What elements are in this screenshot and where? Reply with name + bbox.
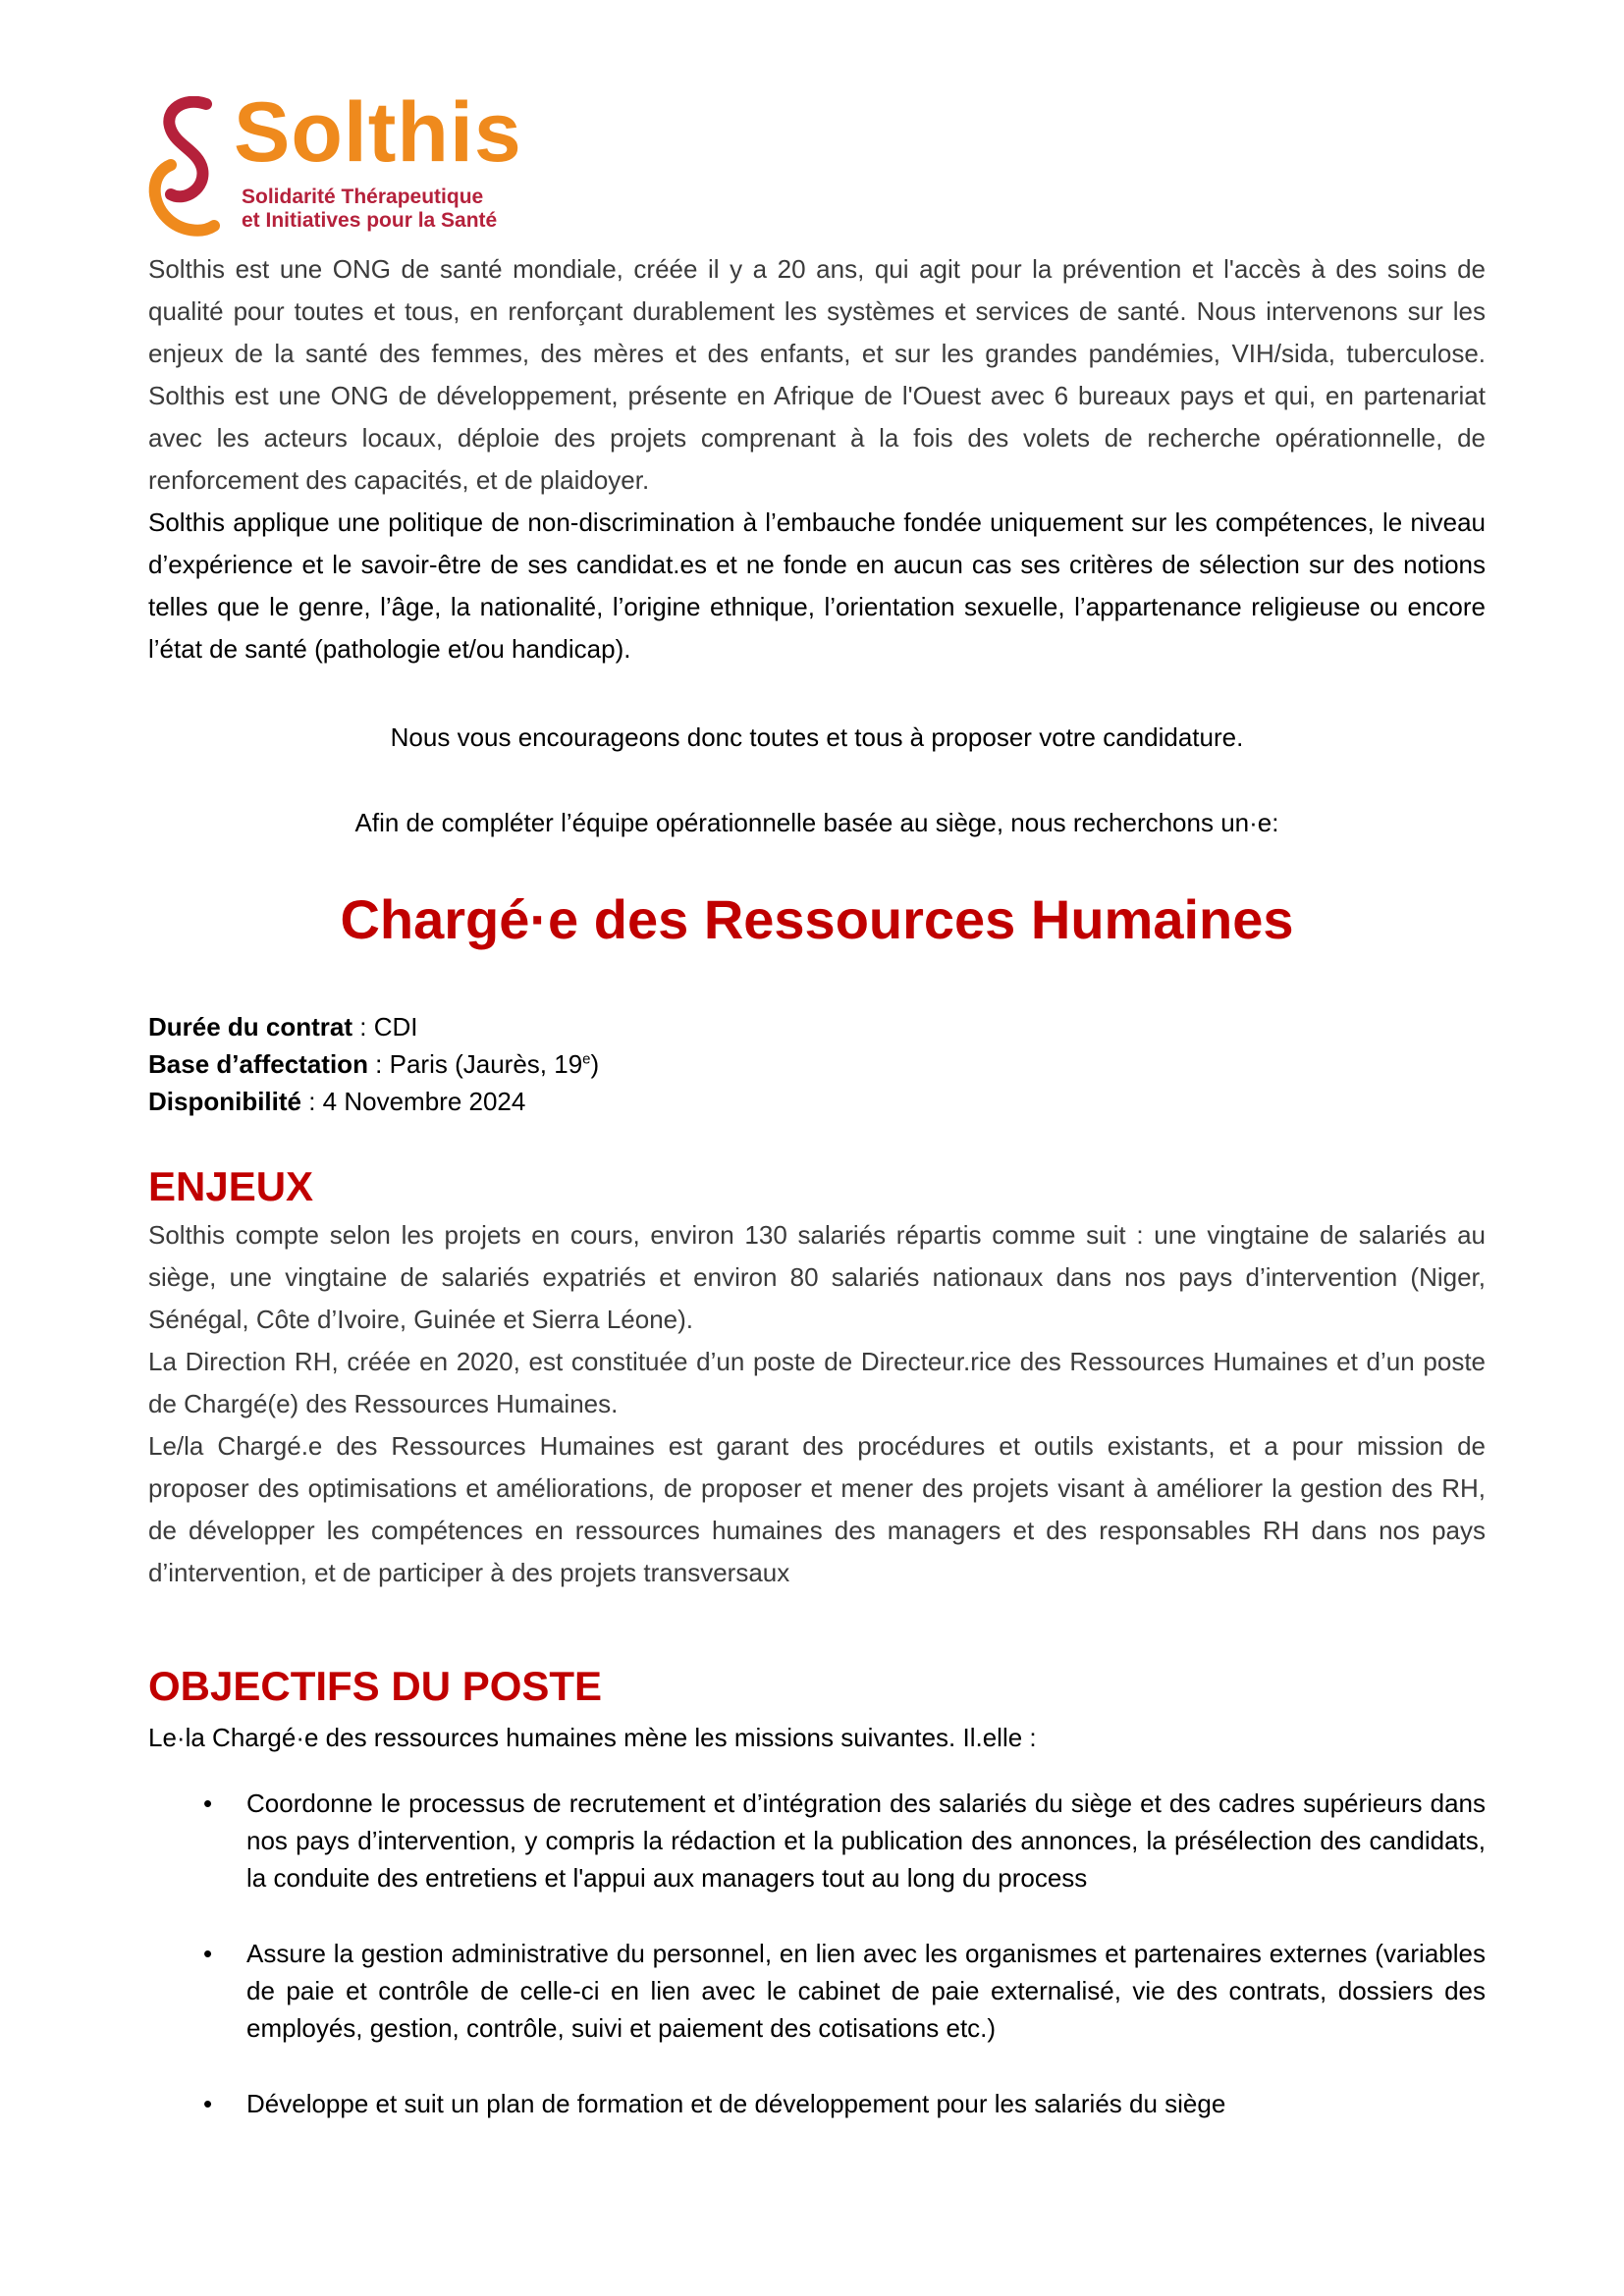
enjeux-heading: ENJEUX: [148, 1163, 314, 1209]
lead-line: Afin de compléter l’équipe opérationnelle basée au siège, nous recherchons un·e:: [354, 808, 1279, 837]
meta-base-label: Base d’affectation: [148, 1049, 368, 1079]
meta-availability: [148, 1083, 599, 1120]
job-meta: [148, 1008, 599, 1120]
objectifs-intro: Le·la Chargé·e des ressources humaines mène les missions suivantes. Il.elle :: [148, 1723, 1037, 1752]
list-item-text: Assure la gestion administrative du personnel, en lien avec les organismes et partenaires externes (variables de paie et contrôle de celle-ci en lien avec le cabinet de paie externalisé, vie des contrats, dossiers des employés, gestion, contrôle, suivi et paiement des cotisations etc.): [246, 1939, 1486, 2043]
list-item-text: Développe et suit un plan de formation et de développement pour les salariés du siège: [246, 2089, 1226, 2118]
meta-contract-label: Durée du contrat: [148, 1012, 353, 1041]
list-item: [148, 1785, 1486, 1896]
solthis-logo: [145, 85, 558, 243]
objectifs-heading: OBJECTIFS DU POSTE: [148, 1663, 603, 1709]
meta-base-sup: e: [582, 1050, 591, 1068]
logo-tagline-2: et Initiatives pour la Santé: [242, 209, 498, 232]
intro-paragraph-2: Solthis applique une politique de non-discrimination à l’embauche fondée uniquement sur les compétences, le niveau d’expérience et le savoir-être de ses candidat.es et ne fonde en aucun cas ses critères de sélection sur des notions telles que le genre, l’âge, la nationalité, l’origine ethnique, l’orientation sexuelle, l’appartenance religieuse ou encore l’état de santé (pathologie et/ou handicap).: [148, 507, 1486, 664]
list-item: [148, 1935, 1486, 2047]
intro-paragraph-1: Solthis est une ONG de santé mondiale, créée il y a 20 ans, qui agit pour la prévention et l'accès à des soins de qualité pour toutes et tous, en renforçant durablement les systèmes et services de santé. Nous intervenons sur les enjeux de la santé des femmes, des mères et des enfants, et sur les grandes pandémies, VIH/sida, tuberculose. Solthis est une ONG de développement, présente en Afrique de l'Ouest avec 6 bureaux pays et qui, en partenariat avec les acteurs locaux, déploie des projets comprenant à la fois des volets de recherche opérationnelle, de renforcement des capacités, et de plaidoyer.: [148, 254, 1486, 495]
solthis-swirl-icon: [145, 96, 234, 243]
encourage-line: Nous vous encourageons donc toutes et tous à proposer votre candidature.: [390, 722, 1244, 752]
meta-base-end: ): [590, 1049, 600, 1079]
job-title: Chargé·e des Ressources Humaines: [340, 888, 1294, 950]
enjeux-section: [148, 1214, 1486, 1594]
enjeux-paragraph-1: Solthis compte selon les projets en cours, environ 130 salariés répartis comme suit : une vingtaine de salariés au siège, une vingtaine de salariés expatriés et environ 80 salariés nationaux dans nos pays d’intervention (Niger, Sénégal, Côte d’Ivoire, Guinée et Sierra Léone).: [148, 1220, 1486, 1334]
enjeux-paragraph-2: La Direction RH, créée en 2020, est constituée d’un poste de Directeur.rice des Ressources Humaines et d’un poste de Chargé(e) des Ressources Humaines.: [148, 1347, 1486, 1418]
logo-tagline-1: Solidarité Thérapeutique: [242, 186, 484, 208]
list-item-text: Coordonne le processus de recrutement et d’intégration des salariés du siège et des cadres supérieurs dans nos pays d’intervention, y compris la rédaction et la publication des annonces, la présélection des candidats, la conduite des entretiens et l'appui aux managers tout au long du process: [246, 1789, 1486, 1893]
bullet-icon: •: [203, 2089, 213, 2118]
list-item: [148, 2085, 1486, 2122]
enjeux-paragraph-3: Le/la Chargé.e des Ressources Humaines est garant des procédures et outils existants, et a pour mission de proposer des optimisations et améliorations, de proposer et mener des projets visant à améliorer la gestion des RH, de développer les compétences en ressources humaines des managers et des responsables RH dans nos pays d’intervention, et de participer à des projets transversaux: [148, 1431, 1486, 1587]
logo-wordmark: Solthis: [234, 85, 522, 180]
objectifs-list: [148, 1785, 1486, 2161]
meta-base: [148, 1045, 599, 1083]
meta-base-value: : Paris (Jaurès, 19: [367, 1049, 583, 1079]
meta-availability-value: : 4 Novembre 2024: [301, 1087, 526, 1116]
intro-section: [148, 248, 1486, 670]
meta-contract-value: : CDI: [352, 1012, 418, 1041]
bullet-icon: •: [203, 1939, 213, 1968]
meta-availability-label: Disponibilité: [148, 1087, 301, 1116]
bullet-icon: •: [203, 1789, 213, 1818]
meta-contract: [148, 1008, 599, 1045]
